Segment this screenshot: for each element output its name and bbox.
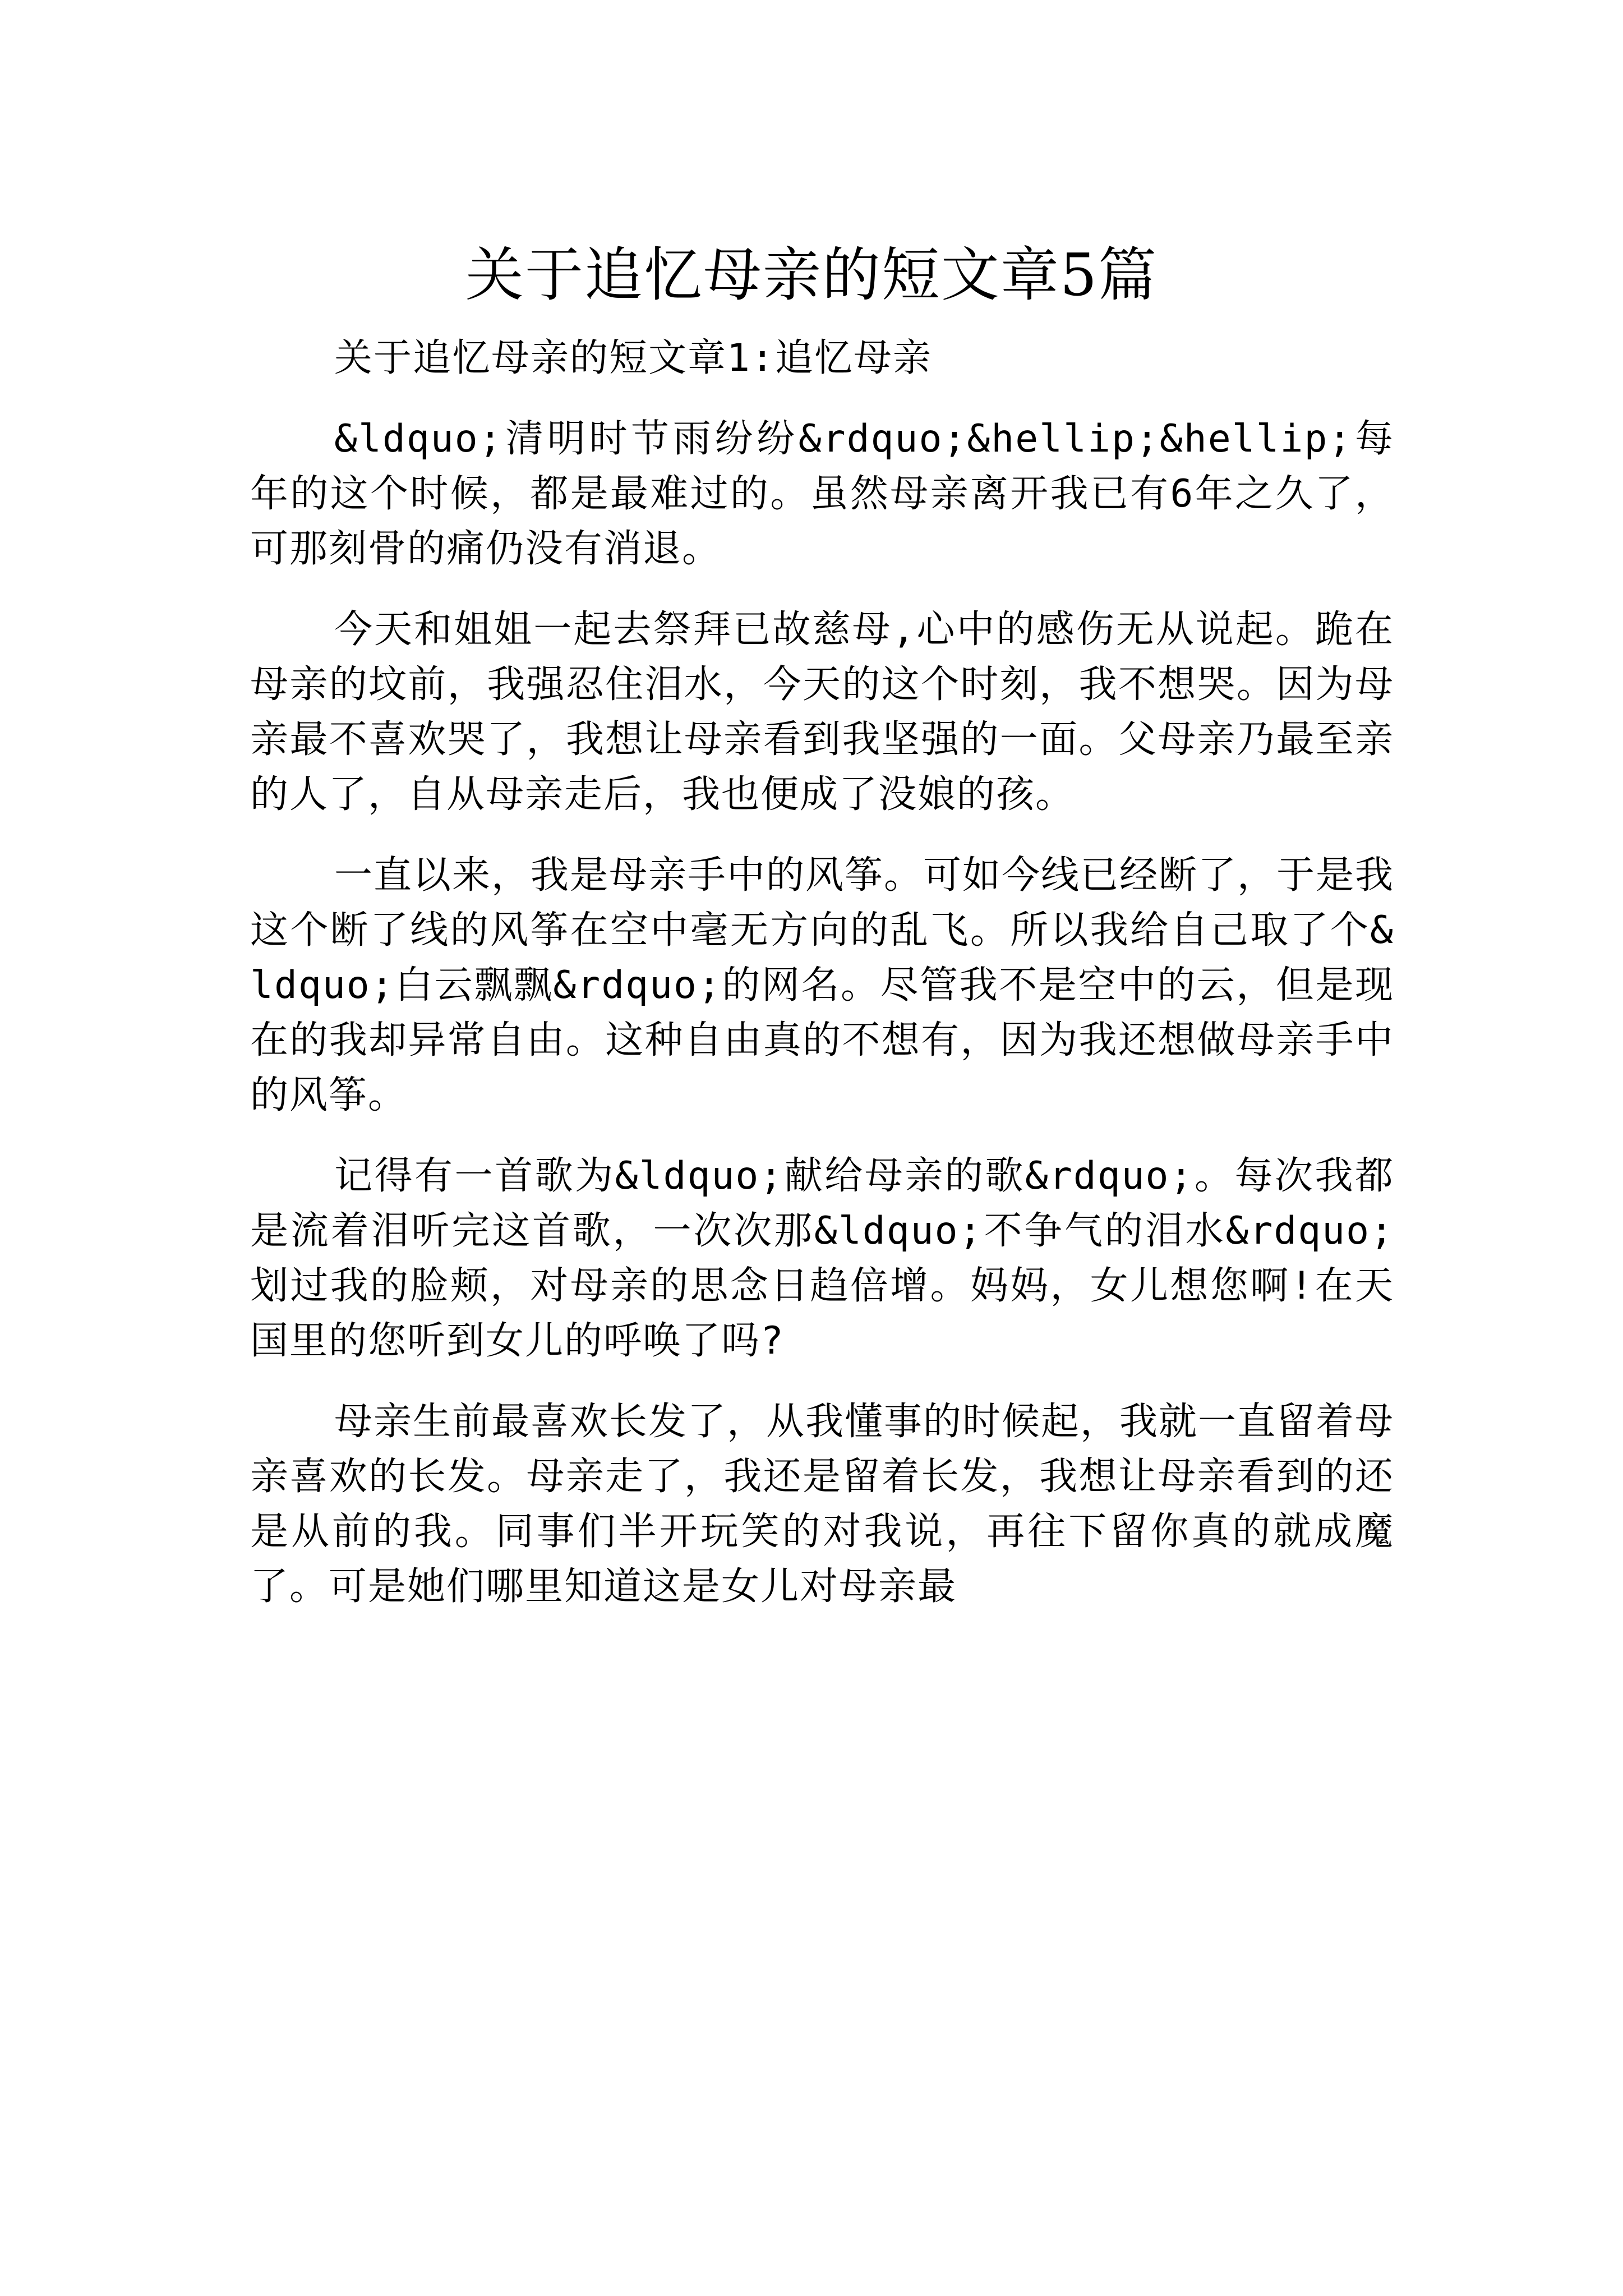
paragraph-heading: 关于追忆母亲的短文章1:追忆母亲 bbox=[334, 336, 932, 380]
document-body bbox=[250, 331, 1394, 1640]
document-title: 关于追忆母亲的短文章5篇 bbox=[465, 240, 1158, 309]
paragraph: 记得有一首歌为&ldquo;献给母亲的歌&rdquo;。每次我都是流着泪听完这首歌，一次次那&ldquo;不争气的泪水&rdquo;划过我的脸颊，对母亲的思念日趋倍增。妈妈，女儿想您啊!在天国里的您听到女儿的呼唤了吗? bbox=[250, 1154, 1394, 1363]
paragraph: 一直以来，我是母亲手中的风筝。可如今线已经断了，于是我这个断了线的风筝在空中毫无方向的乱飞。所以我给自己取了个&ldquo;白云飘飘&rdquo;的网名。尽管我不是空中的云，但是现在的我却异常自由。这种自由真的不想有，因为我还想做母亲手中的风筝。 bbox=[250, 853, 1395, 1117]
paragraph: 母亲生前最喜欢长发了，从我懂事的时候起，我就一直留着母亲喜欢的长发。母亲走了，我还是留着长发，我想让母亲看到的还是从前的我。同事们半开玩笑的对我说，再往下留你真的就成魔了。可是她们哪里知道这是女儿对母亲最 bbox=[250, 1400, 1395, 1609]
paragraph: 今天和姐姐一起去祭拜已故慈母,心中的感伤无从说起。跪在母亲的坟前，我强忍住泪水，今天的这个时刻，我不想哭。因为母亲最不喜欢哭了，我想让母亲看到我坚强的一面。父母亲乃最至亲的人了，自从母亲走后，我也便成了没娘的孩。 bbox=[250, 608, 1394, 817]
paragraph: &ldquo;清明时节雨纷纷&rdquo;&hellip;&hellip;每年的这个时候，都是最难过的。虽然母亲离开我已有6年之久了，可那刻骨的痛仍没有消退。 bbox=[250, 417, 1394, 571]
